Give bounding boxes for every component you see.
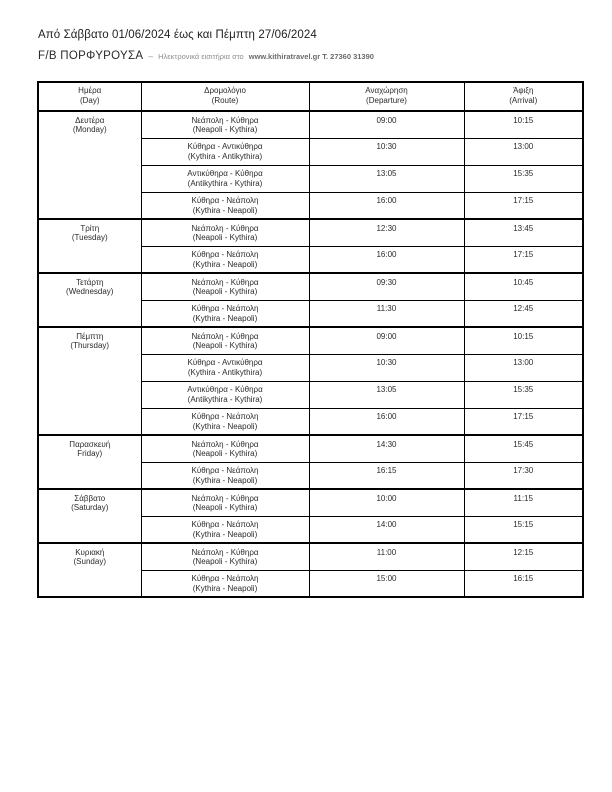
route-english: (Neapoli - Kythira) <box>192 503 258 512</box>
route-greek: Αντικύθηρα - Κύθηρα <box>187 169 263 178</box>
route-greek: Νεάπολη - Κύθηρα <box>191 223 259 233</box>
col-header-arrival-greek: Άφιξη <box>513 86 534 95</box>
day-english: (Thursday) <box>70 341 110 350</box>
route-greek: Νεάπολη - Κύθηρα <box>191 277 259 287</box>
departure-cell: 10:30 <box>309 138 464 165</box>
day-cell <box>38 219 141 273</box>
header-row <box>38 82 583 111</box>
schedule-row <box>38 273 583 300</box>
route-cell <box>141 489 309 516</box>
departure-cell: 13:05 <box>309 381 464 408</box>
day-cell <box>38 543 141 597</box>
day-greek: Δευτέρα <box>75 115 105 125</box>
route-english: (Neapoli - Kythira) <box>192 557 258 566</box>
arrival-cell: 13:45 <box>464 219 583 246</box>
schedule-row <box>38 435 583 462</box>
table-body <box>38 111 583 597</box>
route-greek: Κύθηρα - Νεάπολη <box>191 196 259 205</box>
day-greek: Παρασκευή <box>69 439 111 449</box>
schedule-row <box>38 327 583 354</box>
route-cell <box>141 435 309 462</box>
col-header-route-english: (Route) <box>211 95 239 105</box>
route-greek: Νεάπολη - Κύθηρα <box>191 439 259 449</box>
route-english: (Kythira - Neapoli) <box>192 583 258 593</box>
subtitle-dash: – <box>148 51 154 61</box>
route-greek: Κύθηρα - Νεάπολη <box>191 250 259 259</box>
arrival-cell: 15:35 <box>464 381 583 408</box>
departure-cell: 14:00 <box>309 516 464 543</box>
departure-cell: 11:00 <box>309 543 464 570</box>
arrival-cell: 17:15 <box>464 246 583 273</box>
route-english: (Kythira - Antikythira) <box>187 151 263 161</box>
route-english: (Kythira - Neapoli) <box>192 421 258 431</box>
route-cell <box>141 462 309 489</box>
arrival-cell: 10:15 <box>464 111 583 138</box>
day-cell <box>38 327 141 435</box>
route-cell <box>141 408 309 435</box>
arrival-cell: 11:15 <box>464 489 583 516</box>
departure-cell: 16:00 <box>309 192 464 219</box>
route-english: (Neapoli - Kythira) <box>192 341 258 350</box>
departure-cell: 16:00 <box>309 246 464 273</box>
schedule-row <box>38 111 583 138</box>
departure-cell: 12:30 <box>309 219 464 246</box>
schedule-table <box>37 81 584 598</box>
route-english: (Kythira - Neapoli) <box>192 475 258 485</box>
day-cell <box>38 111 141 219</box>
route-cell <box>141 354 309 381</box>
route-greek: Κύθηρα - Αντικύθηρα <box>187 358 263 367</box>
arrival-cell: 17:15 <box>464 408 583 435</box>
route-cell <box>141 165 309 192</box>
departure-cell: 16:00 <box>309 408 464 435</box>
day-english: (Tuesday) <box>71 233 108 242</box>
arrival-cell: 13:00 <box>464 354 583 381</box>
eticket-note: Ηλεκτρονικά εισιτήρια στο <box>158 52 244 61</box>
col-header-arrival-english: (Arrival) <box>509 95 538 105</box>
arrival-cell: 12:45 <box>464 300 583 327</box>
route-english: (Kythira - Neapoli) <box>192 259 258 269</box>
col-header-departure-english: (Departure) <box>366 95 407 105</box>
vessel-name: F/B ΠΟΡΦΥΡΟΥΣΑ <box>38 50 144 62</box>
route-english: (Neapoli - Kythira) <box>192 233 258 242</box>
day-english: (Wednesday) <box>66 287 114 296</box>
website-contact-text: www.kithiratravel.gr T. 27360 31390 <box>248 52 374 61</box>
day-english: (Saturday) <box>71 503 109 512</box>
route-cell <box>141 138 309 165</box>
col-header-day-english: (Day) <box>79 95 100 105</box>
arrival-cell: 17:15 <box>464 192 583 219</box>
route-cell <box>141 570 309 597</box>
route-english: (Neapoli - Kythira) <box>192 449 258 458</box>
col-header-day-greek: Ημέρα <box>78 86 102 95</box>
day-cell <box>38 273 141 327</box>
departure-cell: 09:00 <box>309 111 464 138</box>
departure-cell: 16:15 <box>309 462 464 489</box>
route-english: (Neapoli - Kythira) <box>192 287 258 296</box>
route-english: (Antikythira - Kythira) <box>187 178 263 188</box>
col-header-route <box>141 82 309 111</box>
route-greek: Κύθηρα - Νεάπολη <box>191 412 259 421</box>
departure-cell: 13:05 <box>309 165 464 192</box>
col-header-arrival <box>464 82 583 111</box>
arrival-cell: 15:45 <box>464 435 583 462</box>
route-greek: Κύθηρα - Νεάπολη <box>191 304 259 313</box>
day-greek: Πέμπτη <box>76 331 104 341</box>
route-cell <box>141 273 309 300</box>
route-greek: Κύθηρα - Νεάπολη <box>191 466 259 475</box>
arrival-cell: 13:00 <box>464 138 583 165</box>
route-greek: Νεάπολη - Κύθηρα <box>191 493 259 503</box>
route-cell <box>141 327 309 354</box>
route-english: (Kythira - Antikythira) <box>187 367 263 377</box>
route-cell <box>141 192 309 219</box>
date-range-title: Από Σάββατο 01/06/2024 έως και Πέμπτη 27/06/2024 <box>38 29 317 41</box>
route-cell <box>141 111 309 138</box>
arrival-cell: 17:30 <box>464 462 583 489</box>
route-english: (Kythira - Neapoli) <box>192 529 258 539</box>
departure-cell: 14:30 <box>309 435 464 462</box>
arrival-cell: 16:15 <box>464 570 583 597</box>
route-english: (Kythira - Neapoli) <box>192 205 258 215</box>
arrival-cell: 10:45 <box>464 273 583 300</box>
arrival-cell: 15:35 <box>464 165 583 192</box>
departure-cell: 09:00 <box>309 327 464 354</box>
route-cell <box>141 300 309 327</box>
route-greek: Νεάπολη - Κύθηρα <box>191 115 259 125</box>
departure-cell: 15:00 <box>309 570 464 597</box>
route-cell <box>141 246 309 273</box>
day-english: Friday) <box>77 449 103 458</box>
departure-cell: 10:30 <box>309 354 464 381</box>
route-greek: Κύθηρα - Νεάπολη <box>191 520 259 529</box>
route-greek: Νεάπολη - Κύθηρα <box>191 547 259 557</box>
col-header-departure <box>309 82 464 111</box>
route-cell <box>141 516 309 543</box>
departure-cell: 10:00 <box>309 489 464 516</box>
route-greek: Αντικύθηρα - Κύθηρα <box>187 385 263 394</box>
vessel-subtitle <box>38 50 374 62</box>
arrival-cell: 10:15 <box>464 327 583 354</box>
day-greek: Κυριακή <box>75 547 105 557</box>
day-cell <box>38 435 141 489</box>
col-header-route-greek: Δρομολόγιο <box>204 86 246 95</box>
route-english: (Kythira - Neapoli) <box>192 313 258 323</box>
schedule-row <box>38 543 583 570</box>
day-cell <box>38 489 141 543</box>
arrival-cell: 12:15 <box>464 543 583 570</box>
route-cell <box>141 543 309 570</box>
day-greek: Τρίτη <box>80 223 100 233</box>
departure-cell: 09:30 <box>309 273 464 300</box>
route-english: (Neapoli - Kythira) <box>192 125 258 134</box>
departure-cell: 11:30 <box>309 300 464 327</box>
route-cell <box>141 381 309 408</box>
day-english: (Sunday) <box>73 557 106 566</box>
route-greek: Κύθηρα - Νεάπολη <box>191 574 259 583</box>
route-greek: Νεάπολη - Κύθηρα <box>191 331 259 341</box>
day-english: (Monday) <box>72 125 107 134</box>
day-greek: Τετάρτη <box>76 277 104 287</box>
col-header-day <box>38 82 141 111</box>
col-header-departure-greek: Αναχώρηση <box>365 86 408 95</box>
schedule-row <box>38 489 583 516</box>
table-header <box>38 82 583 111</box>
route-english: (Antikythira - Kythira) <box>187 394 263 404</box>
route-greek: Κύθηρα - Αντικύθηρα <box>187 142 263 151</box>
day-greek: Σάββατο <box>74 493 106 503</box>
arrival-cell: 15:15 <box>464 516 583 543</box>
route-cell <box>141 219 309 246</box>
schedule-row <box>38 219 583 246</box>
